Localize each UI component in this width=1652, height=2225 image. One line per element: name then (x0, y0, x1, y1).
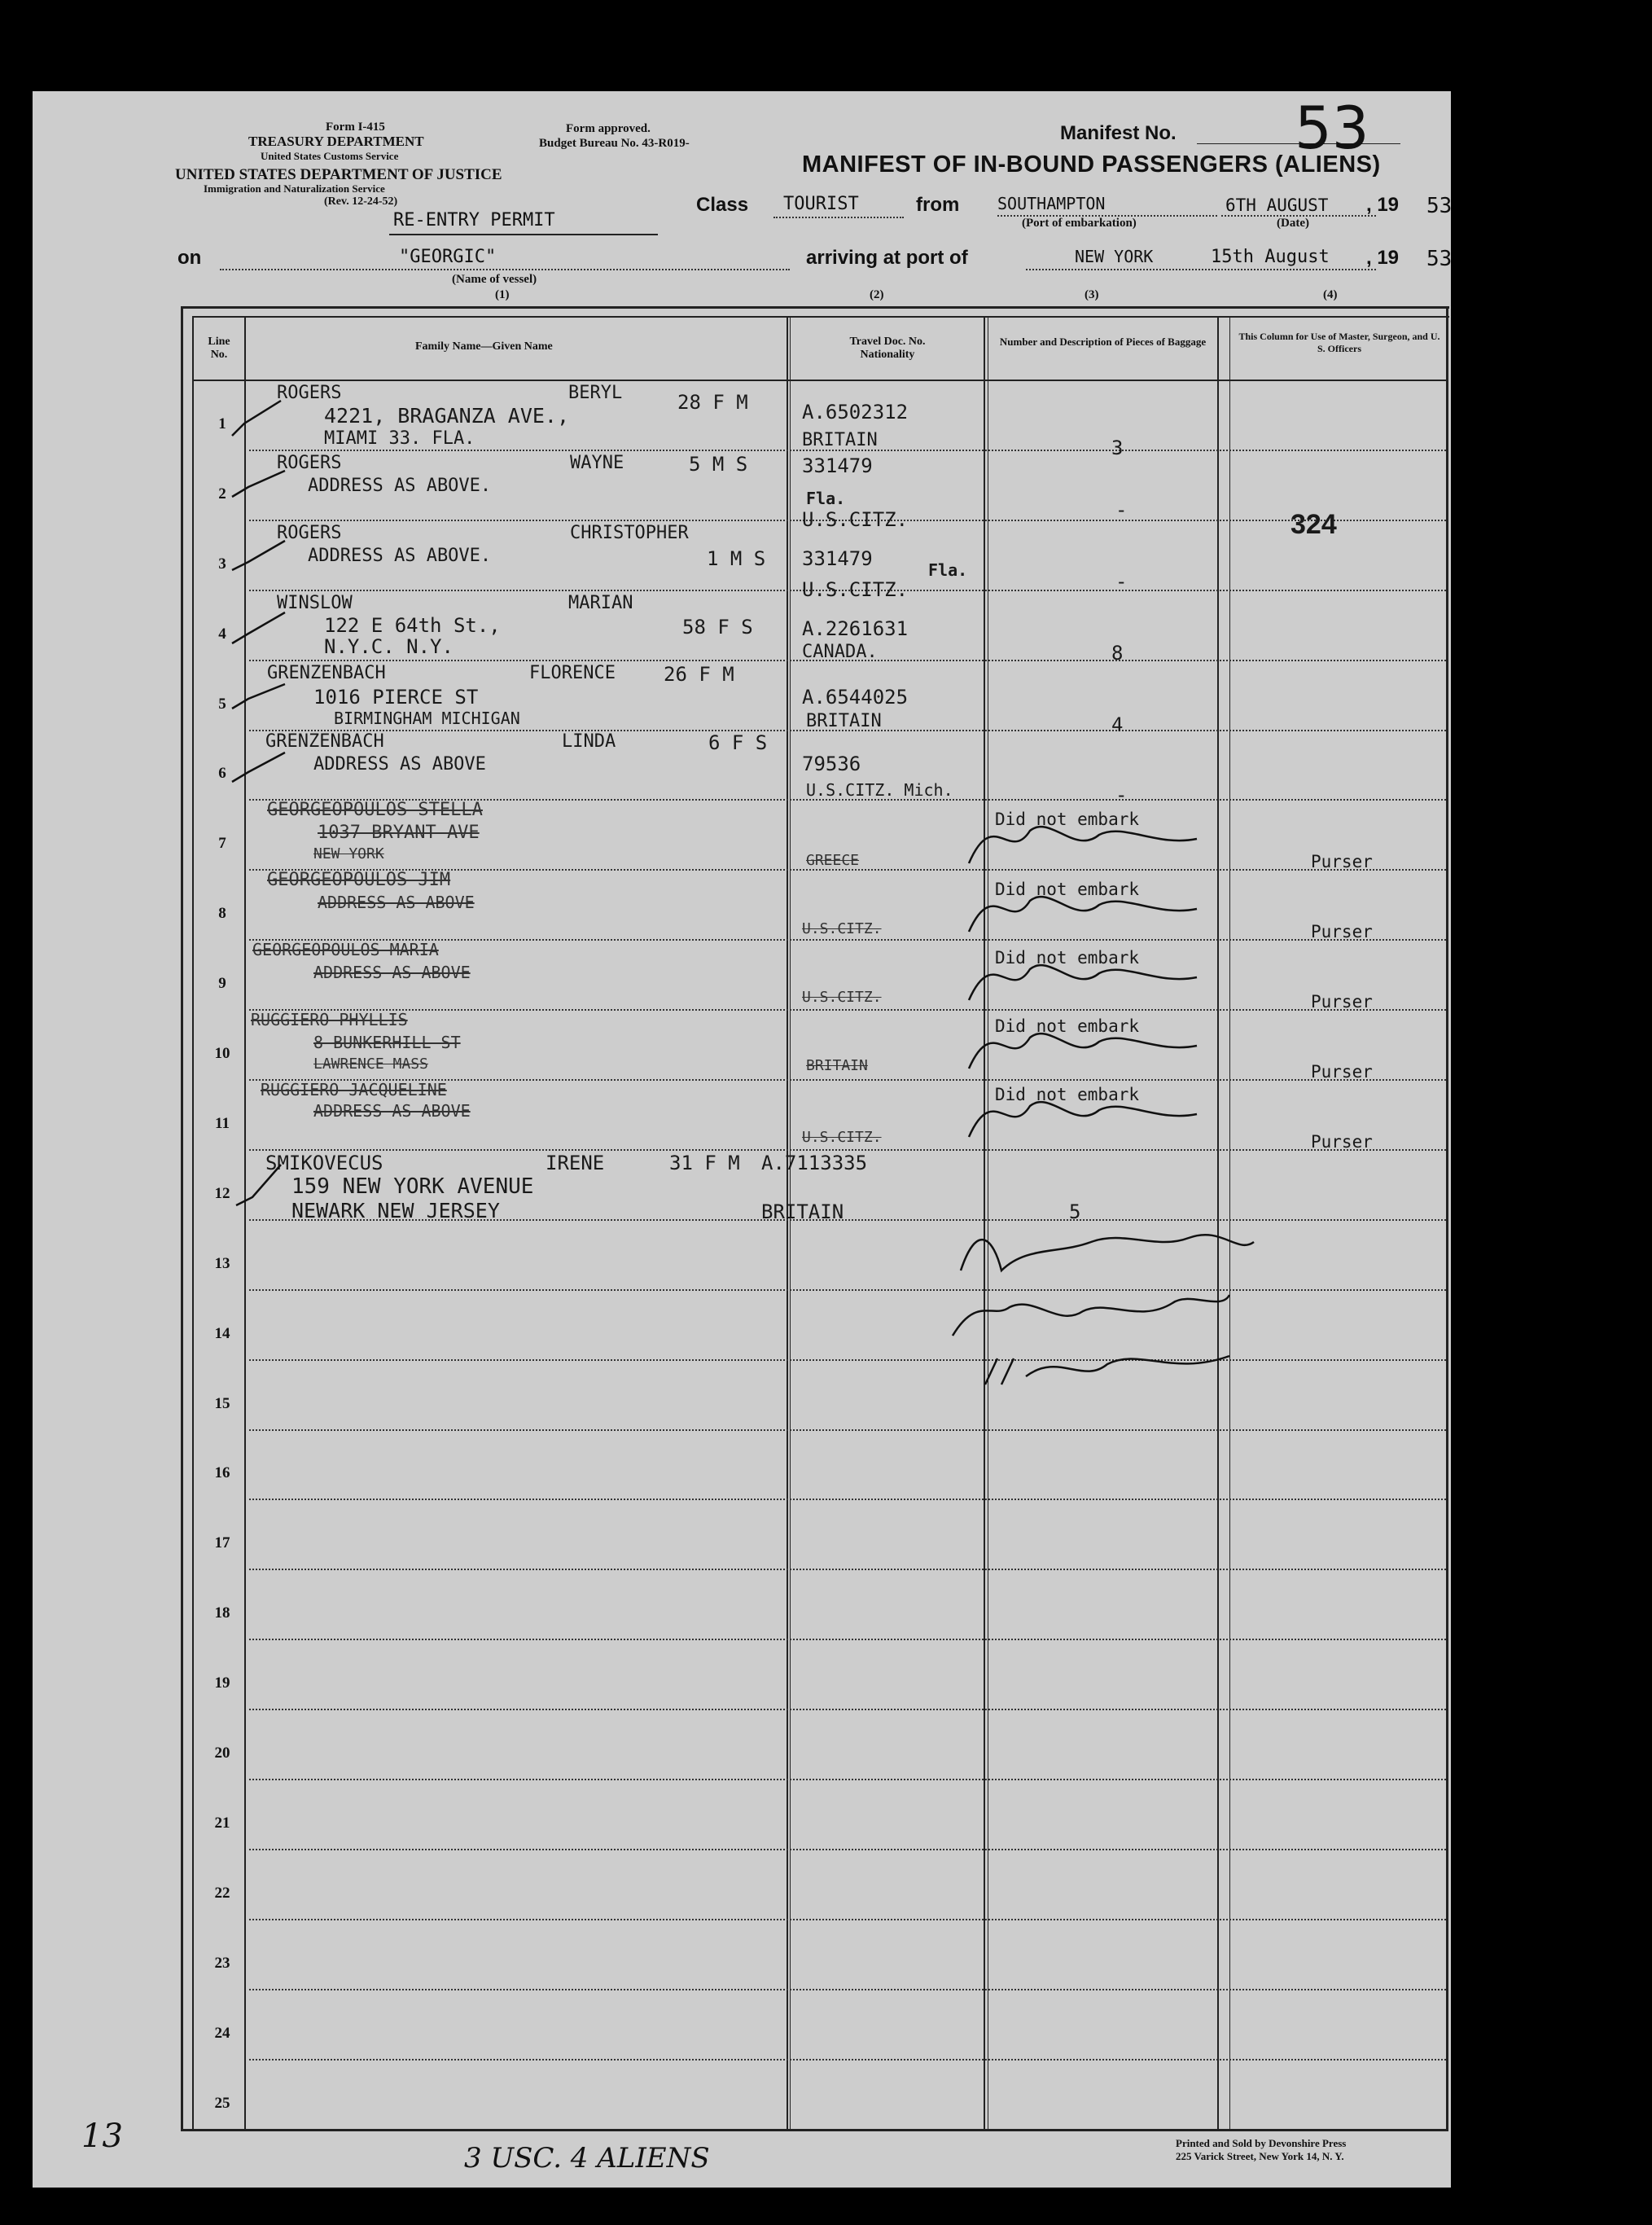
table-row: - (1115, 570, 1128, 593)
corner-mark: 13 (81, 2117, 123, 2155)
header-officers: This Column for Use of Master, Surgeon, and U. S. Officers (1238, 331, 1440, 354)
manifest-number-value: 53 (1295, 94, 1369, 162)
printer-line-2: 225 Varick Street, New York 14, N. Y. (1176, 2150, 1344, 2162)
col2-number: (2) (870, 288, 884, 301)
table-row: 28 F M (677, 391, 748, 414)
table-row: SMIKOVECUS (265, 1152, 383, 1174)
line-number: 2 (218, 485, 226, 502)
line-number: 6 (218, 765, 226, 783)
did-not-embark-note: Did not embark (995, 880, 1140, 899)
line-number: 7 (218, 835, 226, 853)
table-row: - (1115, 783, 1128, 806)
table-row: 31 F M (669, 1152, 740, 1174)
table-row: WAYNE (570, 453, 624, 473)
form-number: Form I-415 (326, 121, 385, 134)
date-caption: (Date) (1277, 217, 1309, 230)
from-label: from (916, 194, 960, 216)
dept-treasury: TREASURY DEPARTMENT (248, 134, 424, 149)
arrival-date: 15th August (1211, 247, 1330, 267)
dept-treasury-sub: United States Customs Service (261, 150, 399, 162)
table-row: 1 M S (707, 547, 766, 570)
year-value: 53 (1426, 194, 1453, 218)
header-travel-doc: Travel Doc. No. Nationality (849, 336, 926, 361)
line-number: 3 (218, 555, 226, 573)
table-row: ADDRESS AS ABOVE (313, 754, 486, 775)
table-row: GEORGEOPOULOS STELLA (267, 800, 483, 820)
line-number: 4 (218, 625, 226, 643)
arrival-year-prefix: , 19 (1366, 247, 1400, 269)
table-row: 3 (1111, 437, 1124, 459)
document-title: MANIFEST OF IN-BOUND PASSENGERS (ALIENS) (802, 151, 1381, 178)
table-row: ADDRESS AS ABOVE (318, 893, 475, 912)
table-row: ADDRESS AS ABOVE. (308, 546, 492, 566)
table-row: 4221, BRAGANZA AVE., (324, 404, 570, 428)
col1-number: (1) (495, 288, 510, 301)
line-number: 1 (218, 415, 226, 432)
purser-note: Purser (1311, 852, 1373, 871)
table-row: A.6502312 (802, 401, 909, 423)
officer-number: 324 (1290, 509, 1337, 540)
table-row: 8 BUNKERHILL ST (313, 1033, 461, 1052)
manifest-number-label: Manifest No. (1060, 122, 1177, 144)
on-label: on (177, 247, 202, 269)
year-prefix: , 19 (1366, 194, 1400, 216)
table-row: MIAMI 33. FLA. (324, 428, 475, 449)
table-row: 5 (1069, 1200, 1081, 1223)
table-row: 6 F S (708, 731, 768, 754)
revision: (Rev. 12-24-52) (324, 195, 398, 208)
table-row: BRITAIN (802, 430, 878, 450)
line-number: 19 (214, 1674, 230, 1692)
table-row: GEORGEOPOULOS MARIA (252, 940, 439, 959)
table-row: U.S.CITZ. Mich. (806, 780, 953, 800)
table-row: Fla. (806, 489, 846, 508)
line-number: 14 (214, 1324, 230, 1342)
line-number: 25 (214, 2094, 230, 2112)
dept-justice: UNITED STATES DEPARTMENT OF JUSTICE (175, 166, 502, 183)
line-number: 5 (218, 695, 226, 713)
line-number: 16 (214, 1464, 230, 1482)
table-row: LINDA (562, 731, 616, 752)
line-number: 11 (215, 1114, 230, 1132)
class-label: Class (696, 194, 749, 216)
table-row: ROGERS (277, 453, 342, 473)
tally-note: 3 USC. 4 ALIENS (464, 2142, 710, 2175)
table-row: 79536 (802, 753, 861, 775)
table-row: A.7113335 (761, 1152, 868, 1174)
table-row: BRITAIN (761, 1200, 844, 1223)
date-value: 6TH AUGUST (1225, 195, 1329, 215)
table-row: GRENZENBACH (267, 663, 386, 683)
table-row: ROGERS (277, 523, 342, 543)
table-row: BRITAIN (806, 711, 882, 731)
line-number: 24 (214, 2024, 230, 2042)
table-row: U.S.CITZ. (802, 1129, 882, 1146)
table-row: CANADA. (802, 642, 878, 662)
did-not-embark-note: Did not embark (995, 1085, 1140, 1104)
header-line-no: Line No. (208, 336, 230, 361)
table-row: BERYL (568, 383, 623, 403)
line-number: 20 (214, 1744, 230, 1762)
table-row: A.2261631 (802, 617, 909, 640)
vessel-caption: (Name of vessel) (452, 273, 537, 286)
table-row: BIRMINGHAM MICHIGAN (334, 709, 520, 728)
from-value: SOUTHAMPTON (997, 194, 1106, 213)
table-row: U.S.CITZ. (802, 989, 882, 1006)
table-row: BRITAIN (806, 1057, 868, 1074)
did-not-embark-note: Did not embark (995, 1016, 1140, 1036)
table-row: NEWARK NEW JERSEY (291, 1199, 500, 1222)
table-row: N.Y.C. N.Y. (324, 635, 454, 658)
table-row: MARIAN (568, 593, 633, 613)
dept-justice-sub: Immigration and Naturalization Service (204, 182, 385, 195)
form-approved: Form approved. (566, 122, 651, 135)
line-number: 21 (214, 1814, 230, 1832)
arrival-year: 53 (1426, 247, 1453, 271)
did-not-embark-note: Did not embark (995, 810, 1140, 829)
class-value: TOURIST (783, 194, 859, 214)
header-name: Family Name—Given Name (415, 340, 553, 353)
vessel-value: "GEORGIC" (399, 247, 497, 267)
table-row: Fla. (928, 560, 968, 580)
line-number: 17 (214, 1534, 230, 1552)
table-row: RUGGIERO JACQUELINE (261, 1080, 447, 1099)
line-number: 8 (218, 905, 226, 923)
col4-number: (4) (1323, 288, 1338, 301)
table-row: 1037 BRYANT AVE (318, 823, 480, 843)
line-number: 22 (214, 1884, 230, 1902)
table-row: ADDRESS AS ABOVE (313, 963, 471, 982)
table-row: 122 E 64th St., (324, 614, 501, 637)
table-row: ADDRESS AS ABOVE. (308, 476, 492, 496)
table-row: U.S.CITZ. (802, 920, 882, 937)
table-row: ADDRESS AS ABOVE (313, 1101, 471, 1121)
purser-note: Purser (1311, 1062, 1373, 1082)
purser-note: Purser (1311, 922, 1373, 941)
arriving-port: NEW YORK (1075, 247, 1154, 266)
table-row: GEORGEOPOULOS JIM (267, 870, 451, 890)
arriving-label: arriving at port of (806, 247, 968, 269)
header-baggage: Number and Description of Pieces of Baggage (999, 336, 1207, 348)
table-row: - (1115, 498, 1128, 521)
port-embark-caption: (Port of embarkation) (1022, 217, 1137, 230)
printer-line-1: Printed and Sold by Devonshire Press (1176, 2137, 1347, 2149)
table-row: U.S.CITZ. (802, 508, 909, 531)
table-row: 331479 (802, 547, 873, 570)
line-number: 13 (214, 1254, 230, 1272)
table-row: GRENZENBACH (265, 731, 384, 752)
purser-note: Purser (1311, 1132, 1373, 1152)
table-row: 331479 (802, 454, 873, 477)
table-row: FLORENCE (529, 663, 616, 683)
table-row: 58 F S (682, 616, 753, 639)
did-not-embark-note: Did not embark (995, 948, 1140, 968)
table-row: NEW YORK (313, 845, 384, 862)
line-number: 9 (218, 975, 226, 993)
table-row: IRENE (546, 1152, 605, 1174)
budget-bureau: Budget Bureau No. 43-R019- (539, 137, 690, 150)
line-number: 18 (214, 1604, 230, 1622)
table-row: ROGERS (277, 383, 342, 403)
line-number: 12 (214, 1184, 230, 1202)
purser-note: Purser (1311, 992, 1373, 1012)
table-row: A.6544025 (802, 686, 909, 709)
line-number: 15 (214, 1394, 230, 1412)
table-row: RUGGIERO PHYLLIS (251, 1010, 408, 1029)
re-entry-permit: RE-ENTRY PERMIT (393, 210, 555, 230)
line-number: 10 (214, 1045, 230, 1062)
line-number: 23 (214, 1954, 230, 1972)
table-row: 5 M S (689, 453, 748, 476)
table-row: 26 F M (664, 663, 734, 686)
table-row: WINSLOW (277, 593, 353, 613)
table-row: 8 (1111, 642, 1124, 665)
col3-number: (3) (1085, 288, 1099, 301)
table-row: U.S.CITZ. (802, 578, 909, 601)
table-row: 159 NEW YORK AVENUE (291, 1174, 534, 1199)
table-row: 1016 PIERCE ST (313, 686, 479, 709)
table-row: GREECE (806, 852, 860, 869)
table-row: LAWRENCE MASS (313, 1055, 428, 1073)
table-row: CHRISTOPHER (570, 523, 689, 543)
table-row: 4 (1111, 713, 1124, 736)
